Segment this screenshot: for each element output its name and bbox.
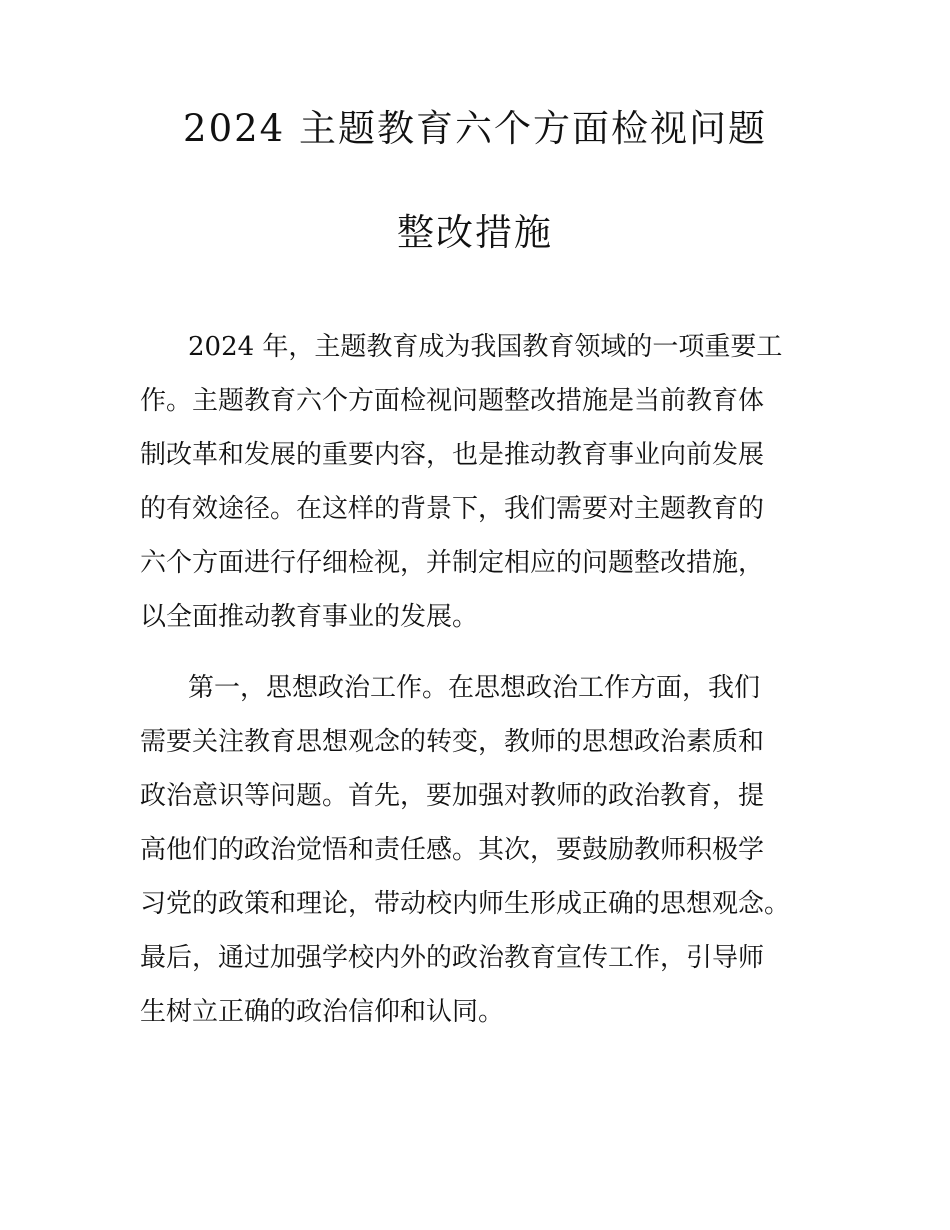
paragraph-intro — [140, 320, 830, 644]
paragraph-line: 六个方面进行仔细检视，并制定相应的问题整改措施， — [140, 548, 765, 578]
paragraph-line: 以全面推动教育事业的发展。 — [140, 602, 479, 632]
paragraph-line: 作。主题教育六个方面检视问题整改措施是当前教育体 — [140, 386, 765, 416]
paragraph-line: 的有效途径。在这样的背景下，我们需要对主题教育的 — [140, 494, 765, 524]
paragraph-line: 第一，思想政治工作。在思想政治工作方面，我们 — [188, 673, 761, 703]
paragraph-line: 制改革和发展的重要内容，也是推动教育事业向前发展 — [140, 440, 765, 470]
paragraph-line: 政治意识等问题。首先，要加强对教师的政治教育，提 — [140, 781, 765, 811]
paragraph-line: 最后，通过加强学校内外的政治教育宣传工作，引导师 — [140, 943, 765, 973]
paragraph-line: 需要关注教育思想观念的转变，教师的思想政治素质和 — [140, 727, 765, 757]
paragraph-line: 2024 年，主题教育成为我国教育领域的一项重要工 — [188, 332, 783, 362]
paragraph-line: 生树立正确的政治信仰和认同。 — [140, 997, 505, 1027]
document-title-line-2: 整改措施 — [397, 211, 553, 254]
paragraph-ideological-political-work — [140, 661, 830, 1039]
paragraph-line: 习党的政策和理论，带动校内师生形成正确的思想观念。 — [140, 889, 791, 919]
document-title-line-1: 2024 主题教育六个方面检视问题 — [183, 107, 767, 150]
paragraph-line: 高他们的政治觉悟和责任感。其次，要鼓励教师积极学 — [140, 835, 765, 865]
